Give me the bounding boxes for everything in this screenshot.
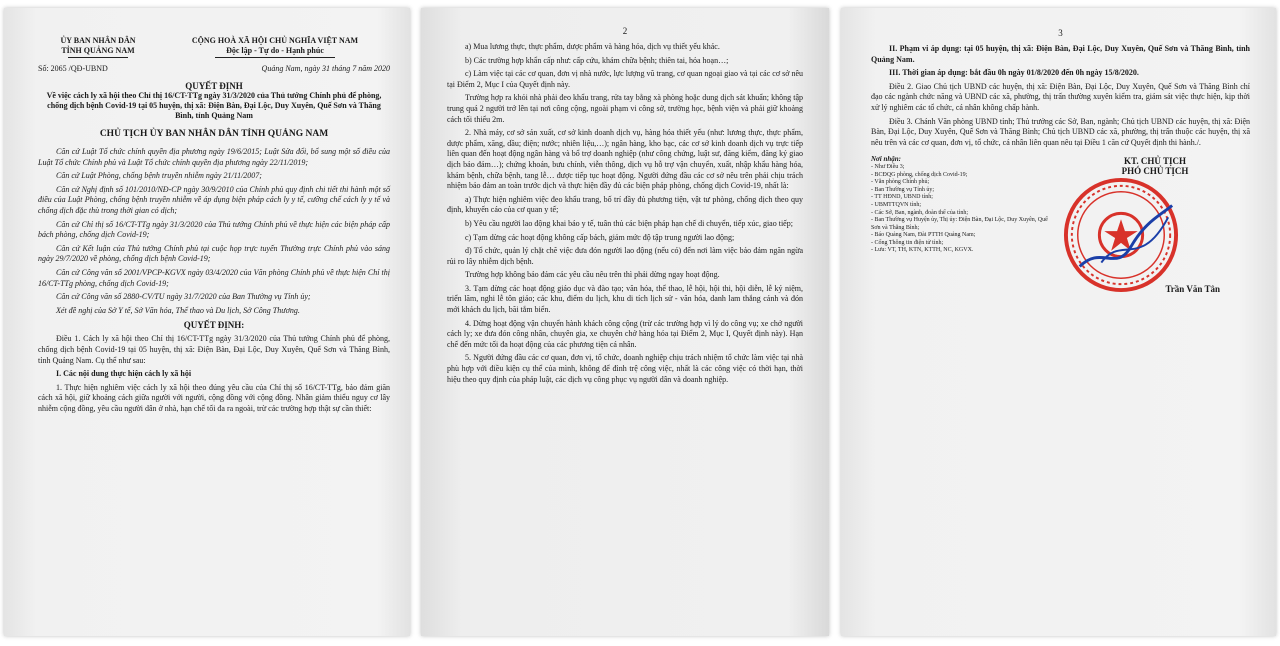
signer-name: Trần Văn Tân xyxy=(1165,284,1220,295)
body-paragraph: c) Tạm dừng các hoạt động không cấp bách, giảm mức độ tập trung người lao động; xyxy=(465,232,735,242)
body-paragraph: a) Mua lương thực, thực phẩm, dược phẩm và hàng hóa, dịch vụ thiết yếu khác. xyxy=(465,42,720,51)
body-paragraph: c) Làm việc tại các cơ quan, đơn vị nhà nước, lực lượng vũ trang, cơ quan ngoại giao và tại các cơ sở nêu tại Điểm 2, Mục I của Quyết định này. xyxy=(447,69,803,89)
basis-paragraph: Căn cứ Luật Phòng, chống bệnh truyền nhiễm ngày 21/11/2007; xyxy=(56,171,262,181)
basis-paragraph: Căn cứ Công văn số 2880-CV/TU ngày 31/7/2020 của Ban Thường vụ Tỉnh ủy; xyxy=(56,292,311,302)
recipient-item: - Như Điều 3; xyxy=(871,163,905,170)
recipient-item: - TT HĐND, UBND tỉnh; xyxy=(871,194,933,201)
article-3: Điều 3. Chánh Văn phòng UBND tỉnh; Thủ trưởng các Sở, Ban, ngành; Chủ tịch UBND các huyện, thị xã: Điện Bàn, Đại Lộc, Duy Xuyên, Quế Sơn và Thăng Bình; Chủ tịch UBND các xã, phường, thị trấn thuộc các huyện, thị xã nêu trên và các cơ quan, đơn vị, tổ chức, cá nhân liên quan nêu tại Điều 1 căn cứ Quyết định thi hành./. xyxy=(871,116,1250,147)
decides-heading: QUYẾT ĐỊNH: xyxy=(183,320,245,331)
basis-paragraph: Căn cứ Kết luận của Thủ tướng Chính phủ tại cuộc họp trực tuyến Thường trực Chính phủ vào sáng ngày 29/7/2020 về phòng, chống dịch bệnh Covid-19; xyxy=(38,243,390,264)
basis-paragraph: Căn cứ Luật Tổ chức chính quyền địa phương ngày 19/6/2015; Luật Sửa đổi, bổ sung một số điều của Luật Tổ chức Chính phủ và Luật Tổ chức chính quyền địa phương ngày 22/11/2019; xyxy=(38,147,390,167)
sign-role-1: KT. CHỦ TỊCH xyxy=(1124,156,1186,167)
basis-paragraph: Căn cứ Nghị định số 101/2010/NĐ-CP ngày 30/9/2010 của Chính phủ quy định chi tiết thi hành một số điều của Luật Phòng, chống bệnh truyền nhiễm về áp dụng biện pháp cách ly y tế, cưỡng chế cách ly y tế và chống dịch đặc thù trong thời gian có dịch; xyxy=(38,184,390,215)
body-paragraph: 2. Nhà máy, cơ sở sản xuất, cơ sở kinh doanh dịch vụ, hàng hóa thiết yếu (như: lương thực, thực phẩm, dược phẩm, xăng, dầu; điện; nước; nhiên liệu,…); ngân hàng, kho bạc, các cơ sở kinh doanh dịch vụ trực tiếp liên quan đến hoạt động ngân hàng và bổ trợ doanh nghiệp (như công chứng, luật sư, đăng kiểm, đăng ký giao dịch bảo đảm…); chứng khoán, bưu chính, viễn thông, dịch vụ hỗ trợ vận chuyển, xuất, nhập khẩu hàng hóa, khám bệnh, chữa bệnh, tang lễ… được tiếp tục hoạt động. Người đứng đầu các cơ sở nêu trên phải chịu trách nhiệm bảo đảm an toàn trước dịch và thực hiện đầy đủ các biện pháp phòng, chống dịch Covid-19, nhất là: xyxy=(447,128,803,191)
recipient-item: - BCĐQG phòng, chống dịch Covid-19; xyxy=(871,171,968,178)
national-title: CỘNG HOÀ XÃ HỘI CHỦ NGHĨA VIỆT NAM xyxy=(191,36,359,45)
article-2: Điều 2. Giao Chủ tịch UBND các huyện, thị xã: Điện Bàn, Đại Lộc, Duy Xuyên, Quế Sơn và Thăng Bình chỉ đạo các ngành chức năng và UBND các xã, phường, thị trấn thường xuyên kiểm tra, giám sát việc thực hiện, kịp thời xử lý nghiêm các tổ chức, cá nhân không chấp hành. xyxy=(871,81,1250,112)
body-paragraph: Trường hợp ra khỏi nhà phải đeo khẩu trang, rửa tay bằng xà phòng hoặc dung dịch sát khuẩn; không tập trung quá 2 người trở lên tại nơi công cộng, ngoài phạm vi công sở, trường học, bệnh viện và phải giữ khoảng cách tối thiểu 2m. xyxy=(447,93,803,124)
body-paragraph: 5. Người đứng đầu các cơ quan, đơn vị, tổ chức, doanh nghiệp chịu trách nhiệm tổ chức làm việc tại nhà phù hợp với điều kiện cụ thể của mình, không để đình trệ công việc, nhất là các công việc có thời hạn, thời hiệu theo quy định của pháp luật, các dịch vụ công phục vụ người dân và doanh nghiệp. xyxy=(447,353,803,384)
recipients-title: Nơi nhận: xyxy=(871,155,902,164)
decision-title: QUYẾT ĐỊNH xyxy=(185,81,243,91)
recipient-item: - Ban Thường vụ Tỉnh ủy; xyxy=(871,186,935,193)
document-page-2 xyxy=(421,8,829,636)
page-2-body xyxy=(447,42,803,385)
place-date: Quảng Nam, ngày 31 tháng 7 năm 2020 xyxy=(261,64,390,73)
article-1: Điều 1. Cách ly xã hội theo Chỉ thị 16/CT-TTg ngày 31/3/2020 của Thủ tướng Chính phủ để phòng, chống dịch bệnh Covid-19 tại 05 huyện, thị xã: Điện Bàn, Đại Lộc, Duy Xuyên, Quế Sơn và Thăng Bình, tỉnh Quảng Nam. Cụ thể như sau: xyxy=(38,334,390,365)
page-3-body xyxy=(871,44,1250,148)
issuer-line-2: TỈNH QUẢNG NAM xyxy=(61,46,135,55)
decision-subtitle: Về việc cách ly xã hội theo Chỉ thị 16/CT-TTg ngày 31/3/2020 của Thủ tướng Chính phủ để phòng, chống dịch bệnh Covid-19 tại 05 huyện, thị xã: Điện Bàn, Đại Lộc, Duy Xuyên, Quế Sơn và Thăng Bình, tỉnh Quảng Nam xyxy=(46,91,382,120)
page-number: 3 xyxy=(1058,28,1063,38)
document-page-3 xyxy=(841,8,1276,636)
body-paragraph: b) Yêu cầu người lao động khai báo y tế, tuân thủ các biện pháp hạn chế di chuyển, tiếp xúc, giao tiếp; xyxy=(465,218,793,228)
body-paragraph: 3. Tạm dừng các hoạt động giáo dục và đào tạo; văn hóa, thể thao, lễ hội, hội thi, hội diễn, lễ kỷ niệm, triển lãm, nghi lễ tôn giáo; các khu, điểm du lịch, khu di tích lịch sử - văn hóa, danh lam thắng cảnh và đón mới khách du lịch, bãi tắm biển. xyxy=(447,283,803,315)
document-page-1 xyxy=(4,8,410,636)
time-paragraph: III. Thời gian áp dụng: bắt đầu 0h ngày 01/8/2020 đến 0h ngày 15/8/2020. xyxy=(889,68,1139,78)
item-1: 1. Thực hiện nghiêm việc cách ly xã hội theo đúng yêu cầu của Chỉ thị số 16/CT-TTg, bảo đảm giãn cách xã hội, giữ khoảng cách giữa người với người, cộng đồng với cộng đồng. Nhân giảm thiểu nguy cơ lây nhiễm cộng đồng, yêu cầu người dân ở nhà, hạn chế tối đa ra ngoài, trừ các trường hợp thật sự cần thiết: xyxy=(38,382,390,413)
body-paragraph: b) Các trường hợp khẩn cấp như: cấp cứu, khám chữa bệnh; thiên tai, hỏa hoạn…; xyxy=(465,55,729,65)
basis-paragraph: Xét đề nghị của Sở Y tế, Sở Văn hóa, Thể thao và Du lịch, Sở Công Thương. xyxy=(56,305,300,315)
recipient-item: - Cổng Thông tin điện tử tỉnh; xyxy=(871,239,944,246)
section-1-heading: I. Các nội dung thực hiện cách ly xã hội xyxy=(56,369,192,379)
recipient-item: - UBMTTQVN tỉnh; xyxy=(871,201,921,208)
national-motto: Độc lập - Tự do - Hạnh phúc xyxy=(226,46,324,55)
recipient-item: - Các Sở, Ban, ngành, đoàn thể của tỉnh; xyxy=(871,209,968,216)
signature-area xyxy=(871,156,1250,306)
body-paragraph: Trường hợp không bảo đảm các yêu cầu nêu trên thì phải dừng ngay hoạt động. xyxy=(465,270,720,280)
body-paragraph: d) Tổ chức, quản lý chặt chẽ việc đưa đón người lao động (nếu có) đến nơi làm việc bảo đảm ngăn ngừa rủi ro lây nhiễm dịch bệnh. xyxy=(447,246,803,266)
recipients-list xyxy=(871,156,1051,255)
legal-basis xyxy=(38,147,390,316)
basis-paragraph: Căn cứ Chỉ thị số 16/CT-TTg ngày 31/3/2020 của Thủ tướng Chính phủ về thực hiện các biện pháp cấp bách phòng, chống dịch Covid-19; xyxy=(38,219,390,240)
document-number: Số: 2065 /QĐ-UBND xyxy=(38,64,108,73)
recipient-item: - Văn phòng Chính phủ; xyxy=(871,179,930,186)
authority-title: CHỦ TỊCH ỦY BAN NHÂN DÂN TỈNH QUẢNG NAM xyxy=(99,129,329,139)
official-seal-icon xyxy=(1062,176,1180,294)
recipient-item: - Lưu: VT, TH, KTN, KTTH, NC, KGVX. xyxy=(871,247,974,254)
body-paragraph: a) Thực hiện nghiêm việc đeo khẩu trang, bố trí đầy đủ phương tiện, vật tư phòng, chống dịch theo quy định, khuyến cáo của cơ quan y tế; xyxy=(447,194,803,215)
recipient-item: - Ban Thường vụ Huyện ủy, Thị ủy: Điện Bàn, Đại Lộc, Duy Xuyên, Quế Sơn và Thăng Bình; xyxy=(871,217,1048,231)
sign-role-2: PHÓ CHỦ TỊCH xyxy=(1121,166,1189,177)
scope-paragraph: II. Phạm vi áp dụng: tại 05 huyện, thị xã: Điện Bàn, Đại Lộc, Duy Xuyên, Quế Sơn và Thăng Bình, tỉnh Quảng Nam. xyxy=(871,44,1250,64)
issuer-underline xyxy=(68,57,128,58)
recipient-item: - Báo Quảng Nam, Đài PTTH Quảng Nam; xyxy=(871,232,976,239)
motto-underline xyxy=(215,57,335,58)
signature-block xyxy=(1070,156,1240,176)
document-header xyxy=(38,36,390,58)
basis-paragraph: Căn cứ Công văn số 2001/VPCP-KGVX ngày 03/4/2020 của Văn phòng Chính phủ về thực hiện Chỉ thị 16/CT-TTg phòng, chống dịch Covid-19; xyxy=(38,267,390,288)
page-number: 2 xyxy=(622,26,628,36)
body-paragraph: 4. Dừng hoạt động vận chuyển hành khách công cộng (trừ các trường hợp vì lý do công vụ; xe chở người cách ly; xe đưa đón công nhân, chuyên gia, xe chuyên chở hàng hóa tại Điểm 2, Mục I, Quyết định này). Hạn chế đến mức tối đa hoạt động của các phương tiện cá nhân. xyxy=(447,318,803,349)
issuer-line-1: ỦY BAN NHÂN DÂN xyxy=(60,36,136,45)
